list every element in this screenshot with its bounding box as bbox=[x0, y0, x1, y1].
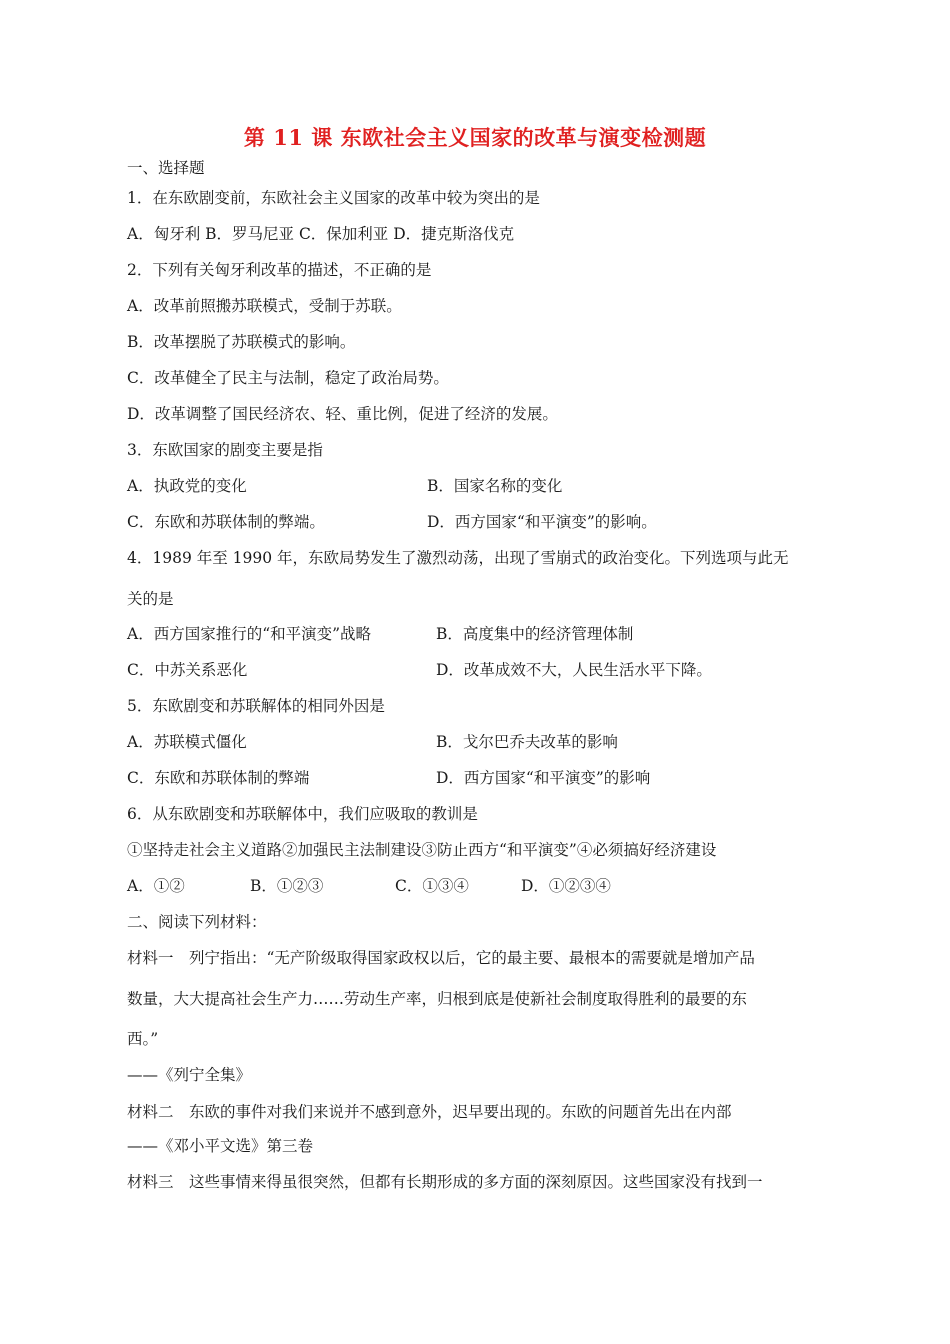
question-3-stem: 3．东欧国家的剧变主要是指 bbox=[127, 441, 323, 459]
question-5-option-d: D．西方国家“和平演变”的影响 bbox=[436, 769, 651, 787]
material-1-line-3: 西。” bbox=[127, 1030, 159, 1048]
page-title: 第 11 课 东欧社会主义国家的改革与演变检测题 bbox=[243, 125, 707, 150]
question-5-option-c: C．东欧和苏联体制的弊端 bbox=[127, 769, 310, 787]
material-2-source: ——《邓小平文选》第三卷 bbox=[127, 1137, 314, 1155]
question-2-option-d: D．改革调整了国民经济农、轻、重比例，促进了经济的发展。 bbox=[127, 405, 558, 423]
question-6-items: ①坚持走社会主义道路②加强民主法制建设③防止西方“和平演变”④必须搞好经济建设 bbox=[127, 841, 717, 859]
question-4-stem-line-2: 关的是 bbox=[127, 590, 174, 608]
question-2-stem: 2．下列有关匈牙利改革的描述，不正确的是 bbox=[127, 261, 432, 279]
question-6-option-b: B．①②③ bbox=[250, 877, 324, 895]
question-4-option-a: A．西方国家推行的“和平演变”战略 bbox=[127, 625, 372, 643]
question-2-option-a: A．改革前照搬苏联模式，受制于苏联。 bbox=[127, 297, 402, 315]
question-6-option-a: A．①② bbox=[127, 877, 185, 895]
material-1-line-2: 数量，大大提高社会生产力……劳动生产率，归根到底是使新社会制度取得胜利的最要的东 bbox=[127, 990, 748, 1008]
section-heading-choice: 一、选择题 bbox=[127, 159, 205, 177]
question-3-option-b: B．国家名称的变化 bbox=[427, 477, 563, 495]
question-2-option-c: C．改革健全了民主与法制，稳定了政治局势。 bbox=[127, 369, 449, 387]
section-heading-reading: 二、阅读下列材料： bbox=[127, 913, 267, 931]
material-1-source: ——《列宁全集》 bbox=[127, 1066, 252, 1084]
question-2-option-b: B．改革摆脱了苏联模式的影响。 bbox=[127, 333, 356, 351]
material-3-line-1: 材料三 这些事情来得虽很突然，但都有长期形成的多方面的深刻原因。这些国家没有找到一 bbox=[127, 1173, 763, 1191]
question-5-option-a: A．苏联模式僵化 bbox=[127, 733, 247, 751]
question-4-option-d: D．改革成效不大，人民生活水平下降。 bbox=[436, 661, 712, 679]
question-4-stem-line-1: 4．1989 年至 1990 年，东欧局势发生了激烈动荡，出现了雪崩式的政治变化。下列选项与此无 bbox=[127, 549, 789, 567]
question-4-option-b: B．高度集中的经济管理体制 bbox=[436, 625, 634, 643]
question-6-stem: 6．从东欧剧变和苏联解体中，我们应吸取的教训是 bbox=[127, 805, 478, 823]
question-3-option-a: A．执政党的变化 bbox=[127, 477, 247, 495]
question-5-stem: 5．东欧剧变和苏联解体的相同外因是 bbox=[127, 697, 385, 715]
question-3-option-d: D．西方国家“和平演变”的影响。 bbox=[427, 513, 657, 531]
material-1-line-1: 材料一 列宁指出：“无产阶级取得国家政权以后，它的最主要、最根本的需要就是增加产品 bbox=[127, 949, 755, 967]
question-6-option-d: D．①②③④ bbox=[521, 877, 611, 895]
question-1-options: A．匈牙利 B．罗马尼亚 C．保加利亚 D．捷克斯洛伐克 bbox=[127, 225, 515, 243]
question-3-option-c: C．东欧和苏联体制的弊端。 bbox=[127, 513, 325, 531]
question-4-option-c: C．中苏关系恶化 bbox=[127, 661, 248, 679]
question-1-stem: 1．在东欧剧变前，东欧社会主义国家的改革中较为突出的是 bbox=[127, 189, 540, 207]
material-2-line-1: 材料二 东欧的事件对我们来说并不感到意外，迟早要出现的。东欧的问题首先出在内部 bbox=[127, 1103, 732, 1121]
question-6-option-c: C．①③④ bbox=[395, 877, 469, 895]
question-5-option-b: B．戈尔巴乔夫改革的影响 bbox=[436, 733, 618, 751]
